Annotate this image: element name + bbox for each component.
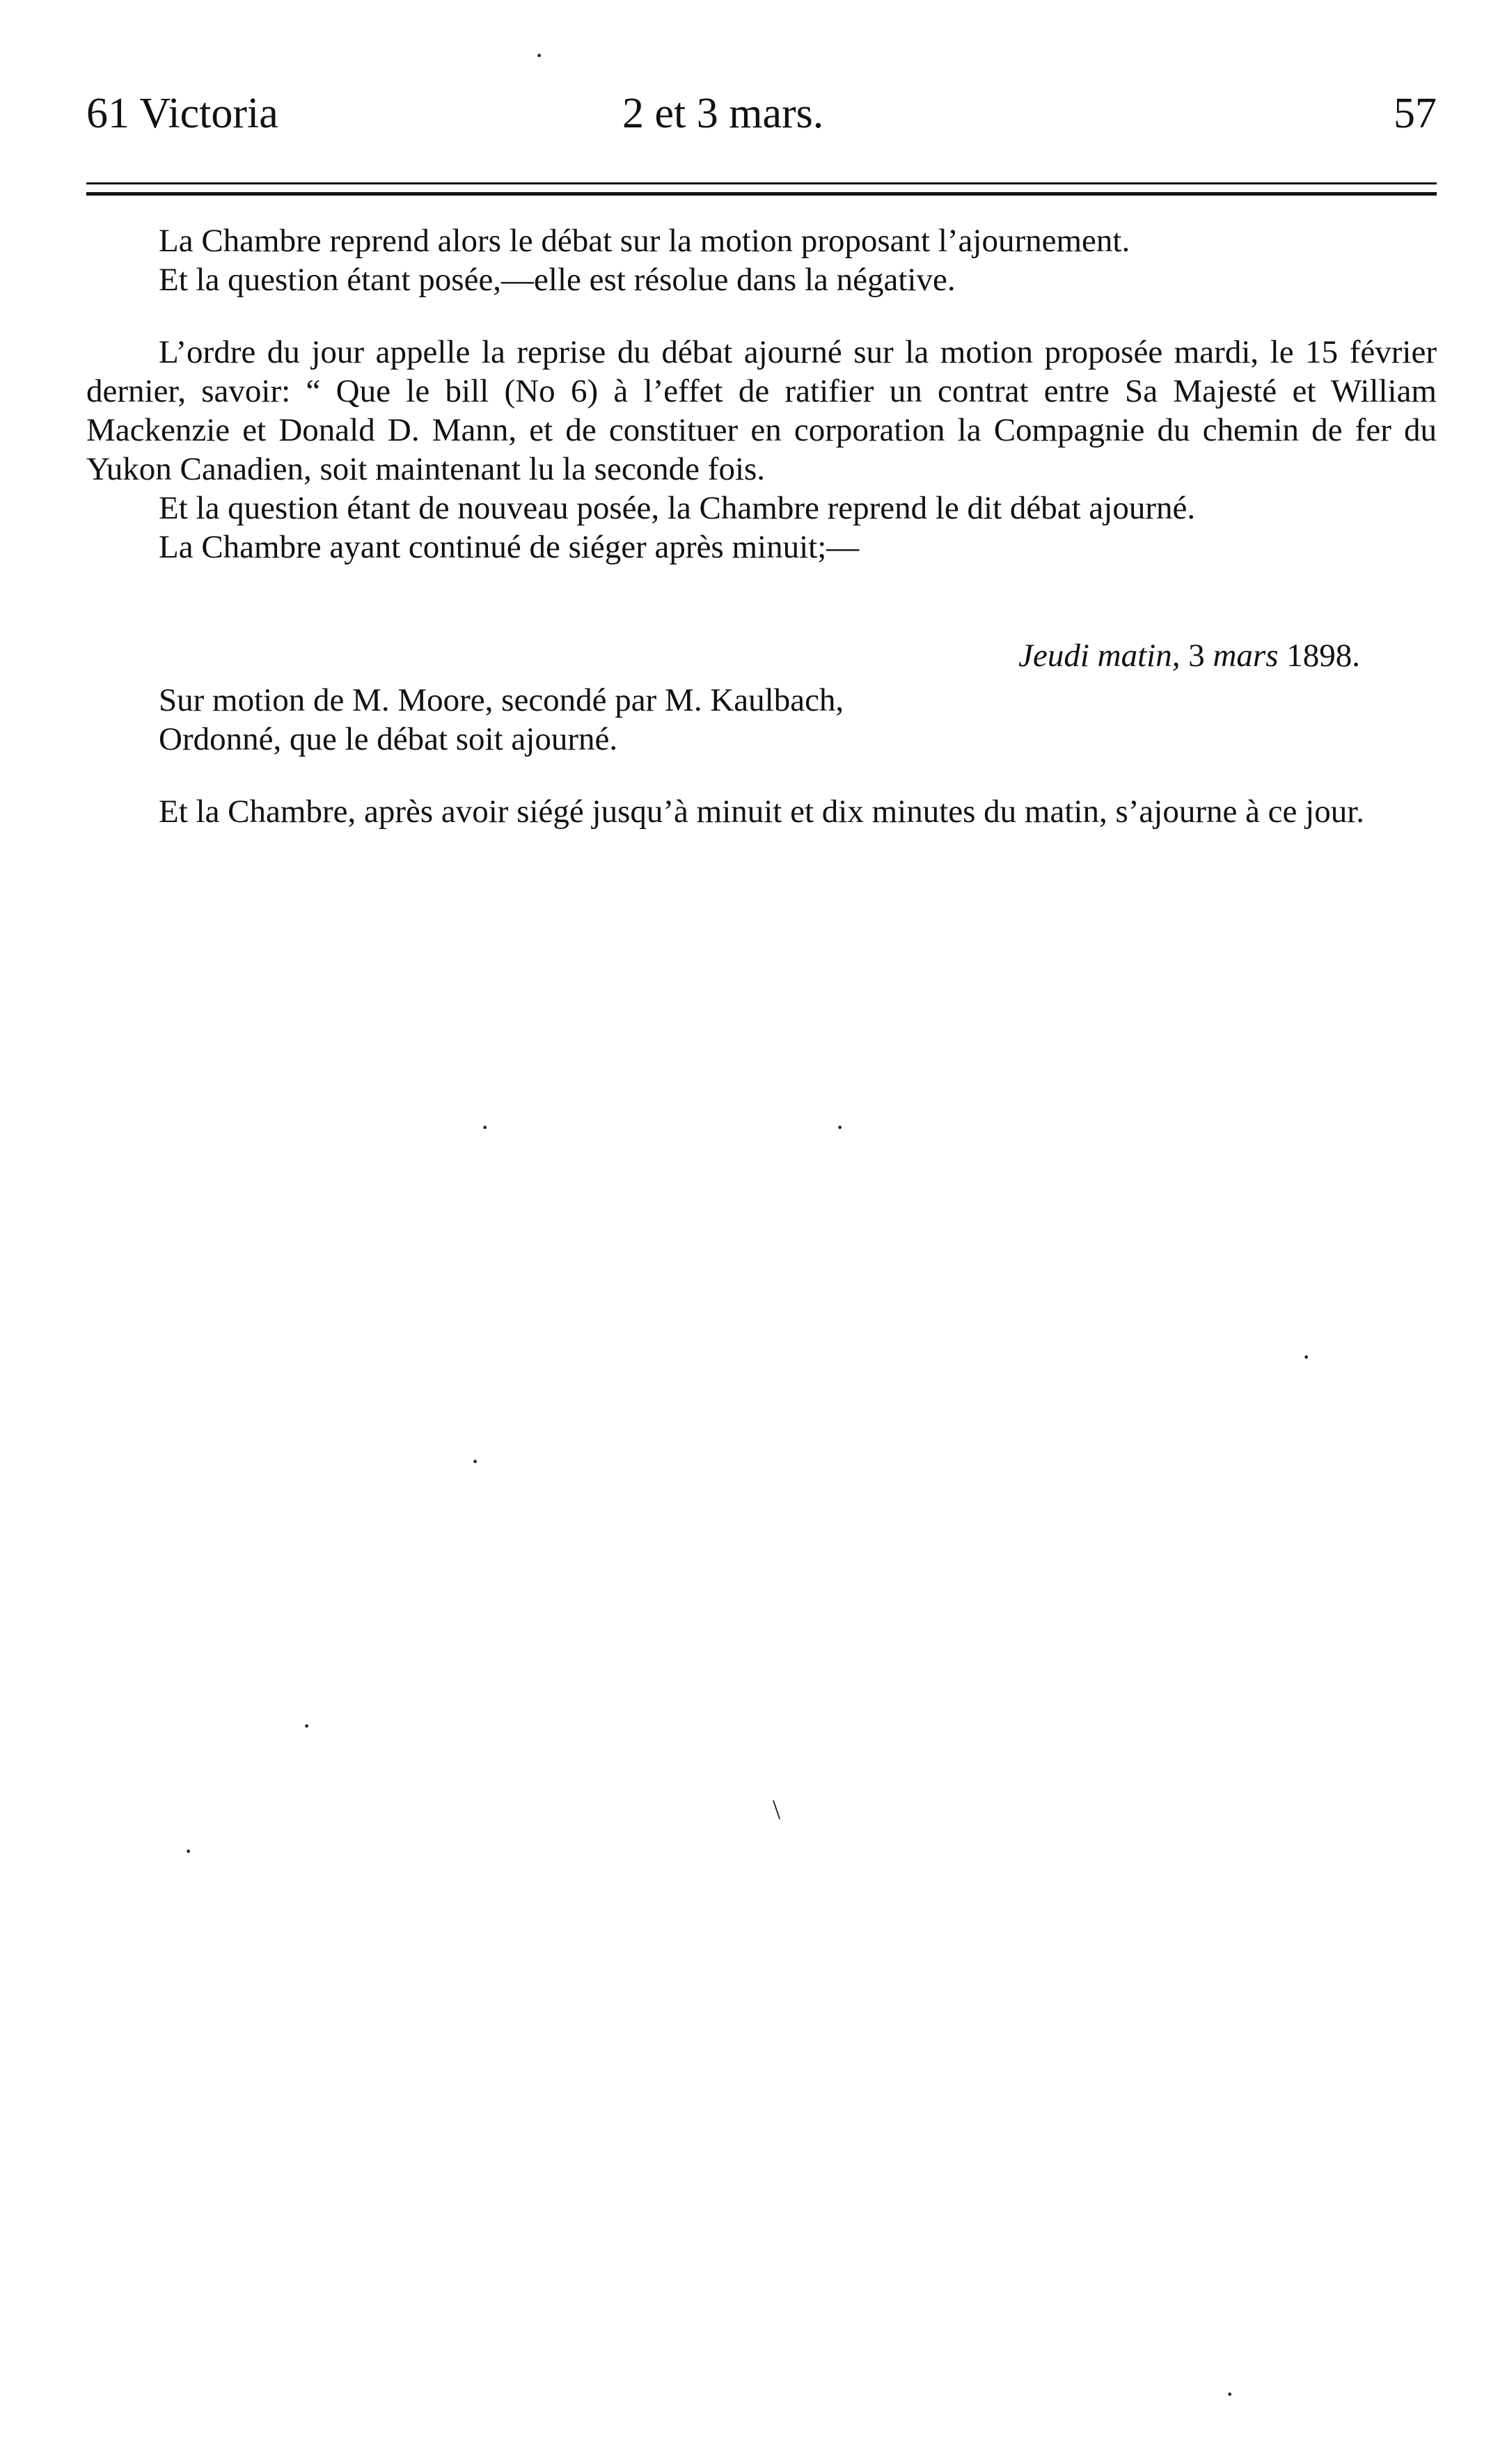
- date-month: mars: [1213, 638, 1279, 674]
- print-speck: ·: [302, 1710, 312, 1742]
- date-year: 1898.: [1286, 638, 1360, 674]
- print-speck: ·: [535, 40, 544, 71]
- print-speck: ·: [1302, 1341, 1311, 1373]
- date-line: [86, 636, 1437, 675]
- paragraph-debate-resumed: La Chambre reprend alors le débat sur la motion proposant l’ajournement.: [159, 223, 1130, 259]
- header-session: 61 Victoria: [86, 90, 278, 137]
- header-rule-thin: [86, 182, 1437, 184]
- paragraph-motion-moore: Sur motion de M. Moore, secondé par M. Kaulbach,: [159, 682, 844, 718]
- print-speck: ·: [480, 1112, 490, 1143]
- print-speck: \: [773, 1794, 781, 1825]
- date-weekday: Jeudi matin,: [1018, 638, 1181, 674]
- date-day: 3: [1188, 638, 1205, 674]
- paragraph-question-negative: Et la question étant posée,—elle est résolue dans la négative.: [159, 262, 956, 298]
- print-speck: ·: [184, 1835, 194, 1867]
- paragraph-house-adjourns: Et la Chambre, après avoir siégé jusqu’à minuit et dix minutes du matin, s’ajourne à ce jour.: [159, 793, 1365, 830]
- paragraph-ordered-adjourned: Ordonné, que le débat soit ajourné.: [159, 721, 618, 757]
- header-date: 2 et 3 mars.: [622, 90, 824, 137]
- print-speck: ·: [835, 1112, 845, 1143]
- print-speck: ·: [471, 1446, 480, 1477]
- paragraph-sitting-after-midnight: La Chambre ayant continué de siéger après minuit;—: [159, 529, 860, 565]
- paragraph-question-put-again: Et la question étant de nouveau posée, la Chambre reprend le dit débat ajourné.: [159, 490, 1196, 526]
- header-rule-thick: [86, 192, 1437, 196]
- page-number: 57: [1394, 90, 1437, 137]
- running-header: [86, 82, 1437, 145]
- paragraph-order-of-day: L’ordre du jour appelle la reprise du débat ajourné sur la motion proposée mardi, le 15 février dernier, savoir: “ Que le bill (No 6) à l’effet de ratifier un contrat entre Sa Majesté et William Mackenzie et Donald D. Mann, et de constituer en corporation la Compagnie du chemin de fer du Yukon Canadien, soit maintenant lu la seconde fois.: [86, 334, 1437, 487]
- print-speck: ·: [1225, 2378, 1235, 2410]
- journal-text: [86, 221, 1437, 831]
